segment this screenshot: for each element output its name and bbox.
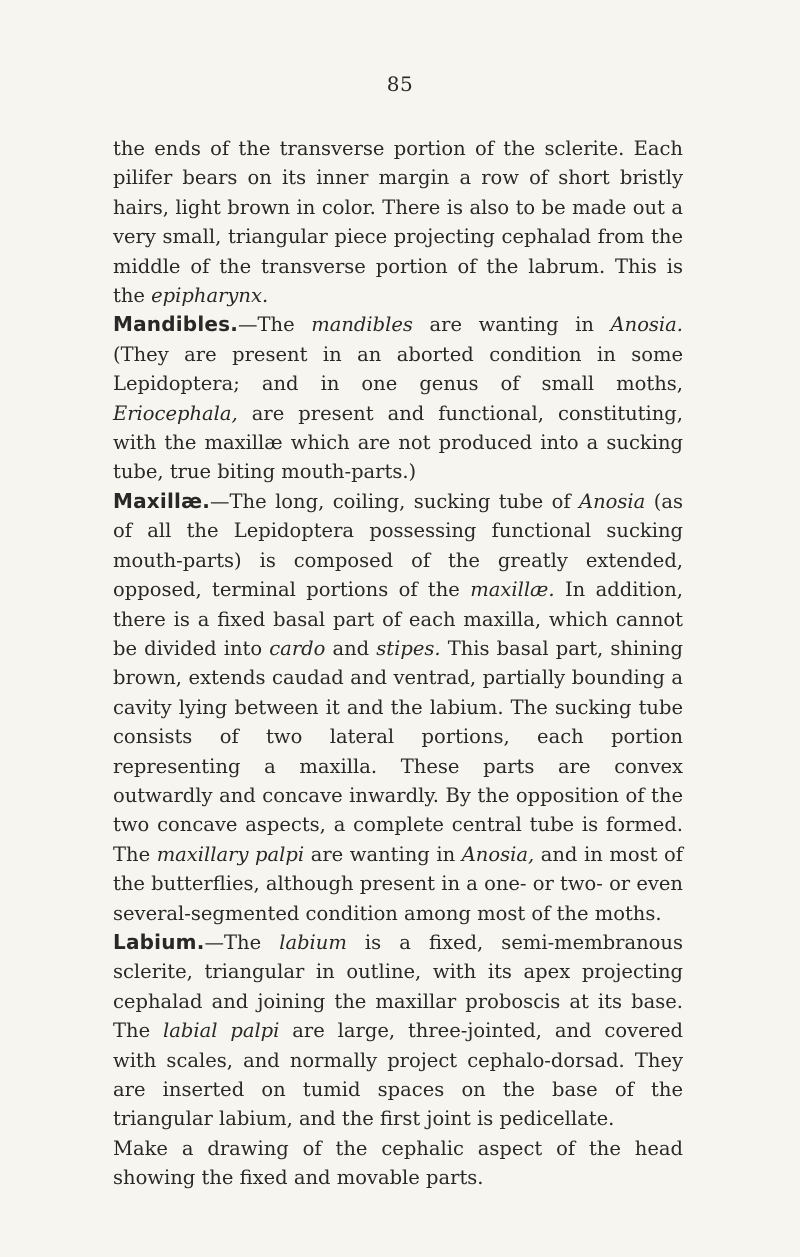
paragraph-instruction: Make a drawing of the cephalic aspect of the head showing the fixed and movable parts.: [113, 1136, 683, 1190]
section-heading-maxillae: Maxillæ.: [113, 488, 211, 513]
text-run: (as of all the Lepidoptera possessing functional sucking mouth-parts) is composed of the greatly extended, opposed, terminal portions of the: [113, 489, 683, 602]
paragraph-maxillae: [113, 487, 683, 928]
paragraph-mandibles: [113, 310, 683, 486]
text-run: —The: [204, 930, 280, 954]
text-run: In addition, there is a fixed basal part of each maxilla, which cannot be divided into: [113, 578, 684, 660]
text-run: and in most of the butterflies, although present in a one- or two- or even several-segmented condition among most of the moths.: [113, 842, 683, 925]
text-run: —The: [238, 313, 312, 337]
term-labial-palpi: labial palpi: [163, 1019, 280, 1043]
paragraph-labrum-continued: [113, 134, 683, 310]
text-run: are present and functional, constituting, with the maxillæ which are not produced into a sucking tube, true biting mouth-parts.): [113, 401, 683, 484]
section-heading-labium: Labium.: [113, 929, 205, 954]
term-cardo: cardo: [269, 636, 326, 660]
term-labium: labium: [279, 930, 347, 954]
text-run: (They are present in an aborted condition in some Lepidoptera; and in one genus of small moths,: [113, 342, 683, 396]
term-anosia: Anosia: [579, 489, 646, 513]
text-run: is a fixed, semi-membranous sclerite, triangular in outline, with its apex projecting cephalad and joining the maxillar proboscis at its base. The: [113, 930, 683, 1043]
term-anosia: Anosia,: [461, 842, 535, 866]
text-run: —The long, coiling, sucking tube of: [210, 489, 580, 513]
text-run: This basal part, shining brown, extends caudad and ventrad, partially bounding a cavity lying between it and the labium. The sucking tube consists of two lateral portions, each portion representing a maxilla. These parts are convex outwardly and concave inwardly. By the opposition of the two concave aspects, a complete central tube is formed. The: [113, 636, 683, 866]
paragraph-labium: [113, 928, 683, 1134]
text-run: are large, three-jointed, and covered with scales, and normally project cephalo-dorsad. They are inserted on tumid spaces on the base of the triangular labium, and the first joint is pedicellate.: [113, 1019, 683, 1131]
section-heading-mandibles: Mandibles.: [113, 312, 239, 337]
term-maxillae: maxillæ.: [470, 578, 555, 602]
term-anosia: Anosia.: [610, 313, 683, 337]
term-epipharynx: epipharynx.: [151, 284, 269, 308]
page-number: 85: [386, 72, 414, 96]
text-run: are wanting in: [304, 842, 462, 866]
text-run: are wanting in: [412, 313, 611, 337]
body-text: [113, 134, 683, 1193]
term-eriocephala: Eriocephala,: [113, 401, 238, 425]
text-run: the ends of the transverse portion of the sclerite. Each pilifer bears on its inner margin a row of short bristly hairs, light brown in color. There is also to be made out a very small, triangular piece projecting cephalad from the middle of the transverse portion of the labrum. This is the: [113, 137, 683, 308]
term-maxillary-palpi: maxillary palpi: [156, 842, 305, 866]
text-run: and: [325, 636, 377, 660]
term-mandibles: mandibles: [311, 313, 413, 337]
term-stipes: stipes.: [376, 636, 441, 660]
